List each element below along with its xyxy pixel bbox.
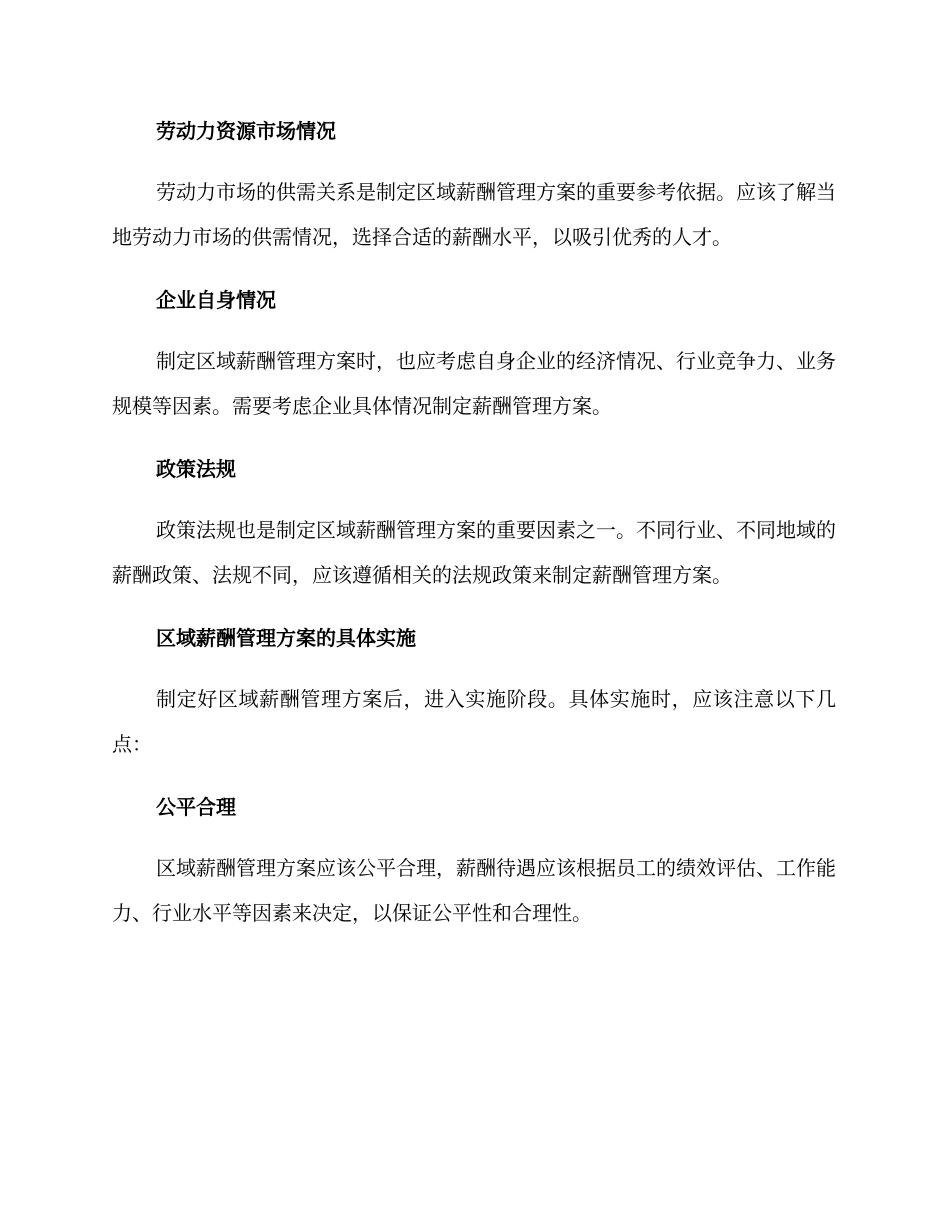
section-paragraph: 政策法规也是制定区域薪酬管理方案的重要因素之一。不同行业、不同地域的薪酬政策、法规不同，应该遵循相关的法规政策来制定薪酬管理方案。 [112, 518, 836, 587]
section-paragraph: 制定好区域薪酬管理方案后，进入实施阶段。具体实施时，应该注意以下几点： [112, 687, 836, 756]
document-page [112, 112, 836, 936]
section-heading: 公平合理 [156, 795, 236, 819]
section-heading: 企业自身情况 [156, 288, 276, 312]
section-enterprise-situation [112, 286, 836, 429]
section-heading: 区域薪酬管理方案的具体实施 [156, 626, 416, 650]
section-heading: 政策法规 [156, 457, 236, 481]
section-paragraph: 劳动力市场的供需关系是制定区域薪酬管理方案的重要参考依据。应该了解当地劳动力市场的供需情况，选择合适的薪酬水平，以吸引优秀的人才。 [112, 180, 836, 249]
section-policy-regulations [112, 455, 836, 598]
section-paragraph: 区域薪酬管理方案应该公平合理，薪酬待遇应该根据员工的绩效评估、工作能力、行业水平等因素来决定，以保证公平性和合理性。 [112, 856, 836, 925]
section-paragraph: 制定区域薪酬管理方案时，也应考虑自身企业的经济情况、行业竞争力、业务规模等因素。需要考虑企业具体情况制定薪酬管理方案。 [112, 349, 836, 418]
section-labor-market [112, 117, 836, 260]
section-fairness [112, 793, 836, 936]
section-heading: 劳动力资源市场情况 [156, 119, 336, 143]
section-implementation [112, 624, 836, 767]
